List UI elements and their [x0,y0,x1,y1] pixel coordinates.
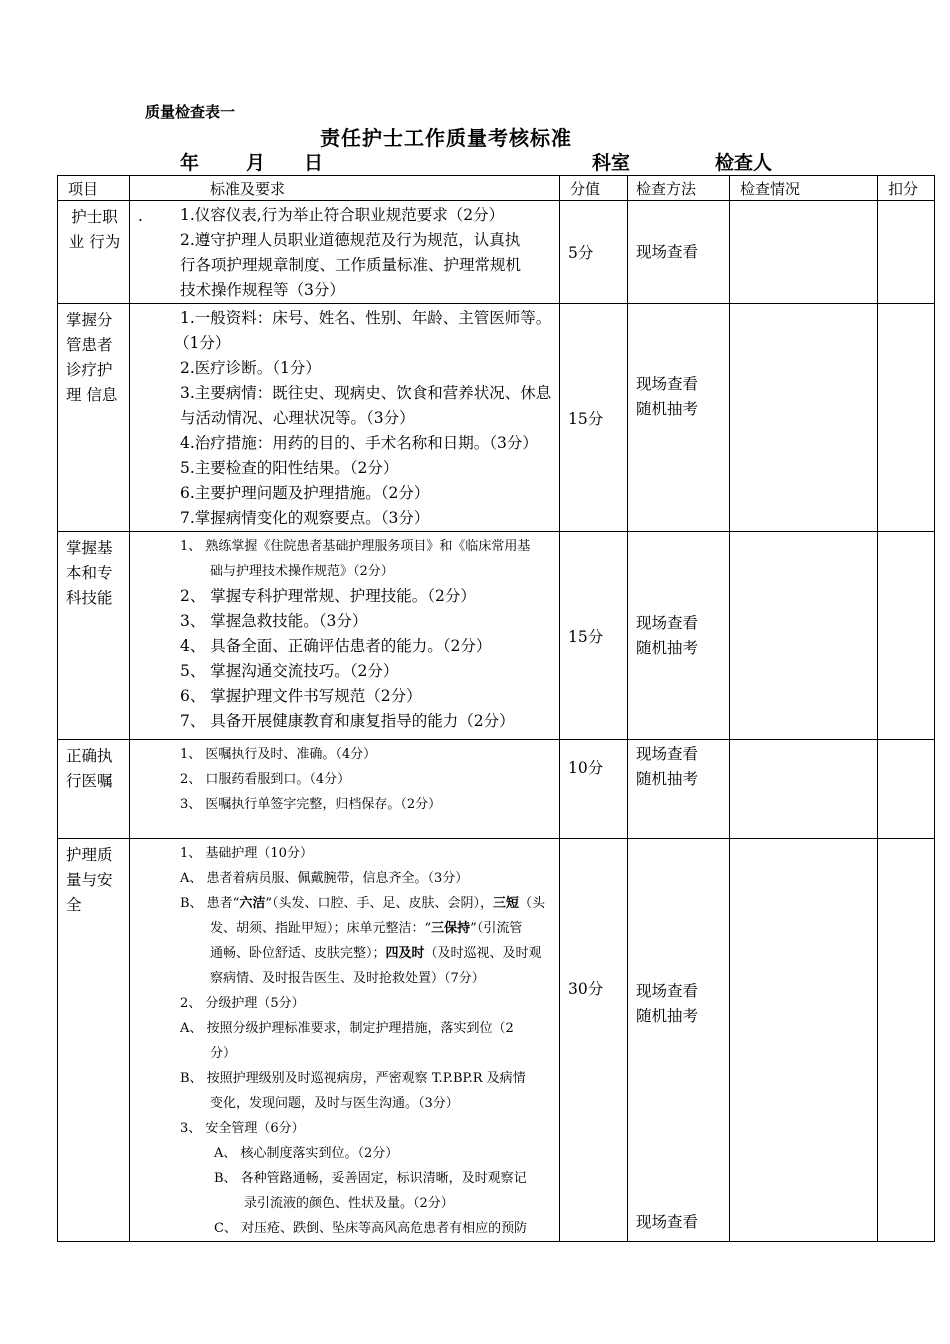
row-method [628,201,730,304]
method-line: 现场查看 [636,745,699,763]
form-subtitle: 质量检查表一 [145,103,236,121]
row-score: 15分 [560,532,628,740]
standard-line: 行各项护理规章制度、工作质量标准、护理常规机 [180,256,522,274]
standard-line: A、 核心制度落实到位。（2分） [214,1146,399,1161]
table-row [58,740,935,839]
standard-line [180,891,553,916]
header-item: 项目 [58,176,130,201]
dept-label: 科室 [592,152,631,174]
standard-line: 1.仪容仪表,行为举止符合职业规范要求（2分） [180,206,505,224]
assessment-table [57,175,935,1242]
standard-line: 6.主要护理问题及护理措施。（2分） [180,484,430,502]
row-method [628,532,730,740]
standard-line: A、 按照分级护理标准要求，制定护理措施，落实到位（2 [180,1021,514,1036]
text-fragment: ”（头发、口腔、手、足、皮肤、会阴）， [265,896,494,911]
table-row [58,839,935,1242]
standard-line: 4、 具备全面、正确评估患者的能力。（2分） [180,637,492,655]
standard-line: 5、 掌握沟通交流技巧。（2分） [180,662,399,680]
method-line: 现场查看 [636,242,699,261]
standard-line: 2、 掌握专科护理常规、护理技能。（2分） [180,587,476,605]
row-item: 正确执行医嘱 [58,740,130,839]
page-title: 责任护士工作质量考核标准 [320,126,572,150]
emphasis-text: 六洁 [239,896,266,911]
text-fragment: ”（引流管 [470,921,523,936]
method-line: 现场查看 [636,375,699,393]
row-deduct-cell[interactable] [878,532,935,740]
standard-line: 1.一般资料：床号、姓名、性别、年龄、主管医师等。 [180,309,552,327]
text-fragment: 发、胡须、指趾甲短）；床单元整洁：“ [210,921,432,936]
table-row [58,532,935,740]
row-situation-cell[interactable] [730,304,878,532]
standard-line: 3.主要病情：既往史、现病史、饮食和营养状况、休息 [180,384,552,402]
standard-line: 3、 掌握急救技能。（3分） [180,612,368,630]
method-line: 随机抽考 [636,1007,699,1025]
standard-line: 技术操作规程等（3分） [180,281,345,299]
header-method: 检查方法 [628,176,730,201]
standard-line: 变化，发现问题，及时与医生沟通。（3分） [210,1096,459,1111]
row-standard [130,532,560,740]
header-score: 分值 [560,176,628,201]
row-score: 30分 [560,839,628,1242]
method-line: 随机抽考 [636,770,699,788]
row-method [628,740,730,839]
standard-line: 1、 医嘱执行及时、准确。（4分） [180,747,377,762]
standard-line: 与活动情况、心理状况等。（3分） [180,409,415,427]
table-row [58,304,935,532]
row-standard [130,201,560,304]
standard-line: 7.掌握病情变化的观察要点。（3分） [180,509,430,527]
row-deduct-cell[interactable] [878,740,935,839]
standard-line: 4.治疗措施：用药的目的、手术名称和日期。（3分） [180,434,538,452]
method-line: 现场查看 [636,613,699,632]
row-standard [130,304,560,532]
row-item: 护理质量与安全 [58,839,130,1242]
standard-line: 2、 口服药看服到口。（4分） [180,772,351,787]
emphasis-text: 四及时 [385,946,425,961]
standard-line: （1分） [174,334,231,352]
standard-line: 7、 具备开展健康教育和康复指导的能力（2分） [180,712,515,730]
row-deduct-cell[interactable] [878,839,935,1242]
standard-line: 2.医疗诊断。（1分） [180,359,321,377]
method-line: 现场查看 [636,982,699,1000]
standard-line: 分） [210,1046,237,1061]
emphasis-text: 三短 [493,896,520,911]
standard-line: C、 对压疮、跌倒、坠床等高风高危患者有相应的预防 [214,1221,528,1236]
header-situation: 检查情况 [730,176,878,201]
standard-line: 录引流液的颜色、性状及量。（2分） [244,1196,454,1211]
standard-line: 1、 基础护理（10分） [180,846,313,861]
standard-line: 察病情、及时报告医生、及时抢救处置）（7分） [210,971,485,986]
row-standard [130,740,560,839]
inspector-label: 检查人 [715,152,773,174]
row-item: 掌握基本和专科技能 [58,532,130,740]
row-score: 15分 [560,304,628,532]
standard-line: 6、 掌握护理文件书写规范（2分） [180,687,422,705]
row-bullet: . [138,207,143,225]
standard-line: 1、 熟练掌握《住院患者基础护理服务项目》和《临床常用基 [180,539,531,554]
standard-line: 5.主要检查的阳性结果。（2分） [180,459,399,477]
row-method [628,304,730,532]
standard-line: 2.遵守护理人员职业道德规范及行为规范，认真执 [180,231,521,249]
row-situation-cell[interactable] [730,201,878,304]
row-deduct-cell[interactable] [878,201,935,304]
standard-line [180,941,553,966]
table-header-row [58,176,935,201]
row-method [628,839,730,1242]
standard-line: B、 按照护理级别及时巡视病房，严密观察 T.P.BP.R 及病情 [180,1071,526,1086]
method-line: 随机抽考 [636,400,699,418]
row-score: 10分 [560,740,628,839]
text-fragment: 通畅、卧位舒适、皮肤完整）； [210,946,386,961]
date-month-label: 月 [246,152,266,174]
method-line: 现场查看 [636,1213,699,1231]
standard-line: 2、 分级护理（5分） [180,996,305,1011]
table-row [58,201,935,304]
text-fragment: （及时巡视、及时观 [424,946,542,961]
standard-line [180,916,553,941]
standard-line: B、 各种管路通畅，妥善固定，标识清晰，及时观察记 [214,1171,527,1186]
row-situation-cell[interactable] [730,839,878,1242]
standard-line: 3、 医嘱执行单签字完整，归档保存。（2分） [180,797,442,812]
row-situation-cell[interactable] [730,740,878,839]
header-deduct: 扣分 [878,176,935,201]
emphasis-text: 三保持 [431,921,471,936]
row-item: 护士职业 行为 [58,201,130,304]
header-standard: 标准及要求 [130,176,560,201]
row-item: 掌握分管患者诊疗护理 信息 [58,304,130,532]
row-standard [130,839,560,1242]
row-score: 5分 [560,201,628,304]
method-line: 随机抽考 [636,638,699,657]
text-fragment: B、 患者“ [180,896,240,911]
text-fragment: （头 [519,896,546,911]
standard-line: 3、 安全管理（6分） [180,1121,305,1136]
row-deduct-cell[interactable] [878,304,935,532]
standard-line: 础与护理技术操作规范》（2分） [210,564,394,579]
standard-line: A、 患者着病员服、佩戴腕带，信息齐全。（3分） [180,871,469,886]
date-year-label: 年 [180,152,200,174]
date-day-label: 日 [304,152,324,174]
row-situation-cell[interactable] [730,532,878,740]
